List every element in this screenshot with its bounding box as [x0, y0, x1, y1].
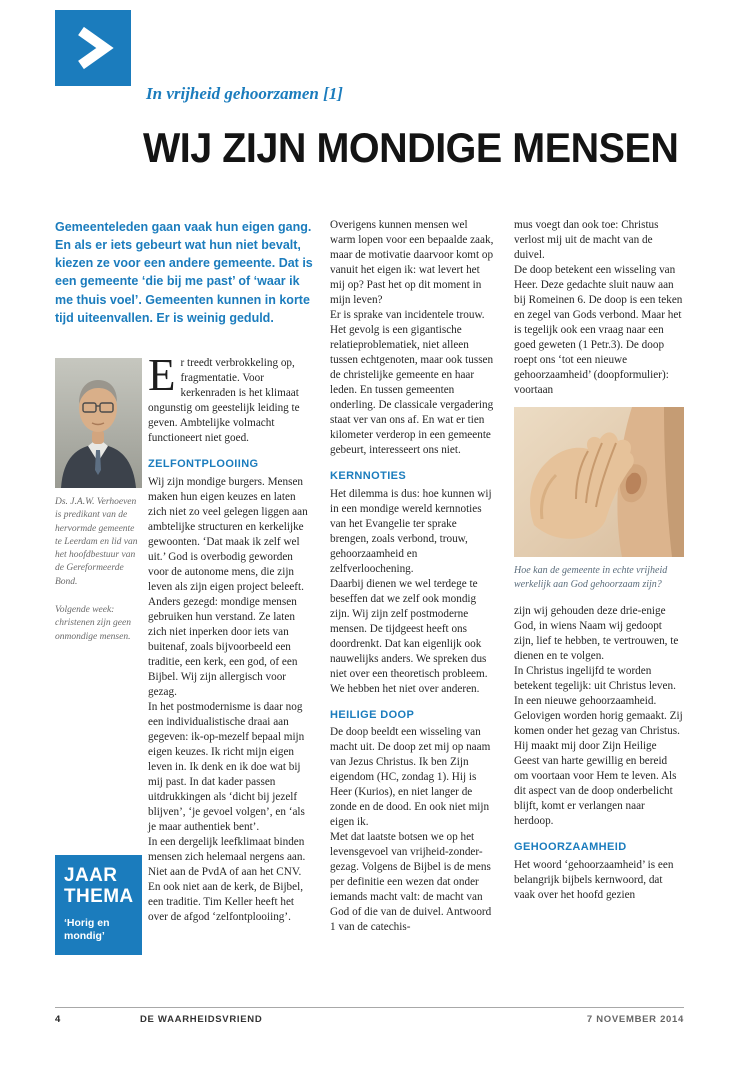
paragraph: Daarbij dienen we wel terdege te beseffen dat we zelf ook mondig zijn. Wij zijn zelf postmoderne mensen. De tijdgeest heeft ons doordrenkt. Dat kan eigenlijk ook nauwelijks anders. We spreken dus niet over een theoretisch probleem. We hebben het niet over anderen.	[330, 577, 488, 695]
footer	[55, 1014, 684, 1025]
issue-date: 7 NOVEMBER 2014	[586, 1014, 684, 1025]
series-title: In vrijheid gehoorzamen [1]	[146, 84, 343, 103]
paragraph: Overigens kunnen mensen wel warm lopen voor een bepaalde zaak, maar de motivatie daarvoor komt op vanuit het eigen ik: wat levert het mij op? Past het op dit moment in mijn leven?	[330, 219, 494, 306]
paragraph-text: r treedt verbrokkeling op, fragmentatie. Voor kerkenraden is het klimaat ongunstig om geestelijk leiding te geven. Ambtelijke volmacht functioneert niet goed.	[148, 357, 300, 444]
section-heading-heilige-doop: HEILIGE DOOP	[330, 708, 415, 721]
chevron-right-icon	[71, 24, 115, 72]
paragraph	[148, 350, 312, 446]
ear-photo	[514, 407, 684, 557]
paragraph: zijn wij gehouden deze drie-enige God, in wiens Naam wij gedoopt zijn, lief te hebben, te vertrouwen, te dienen en te volgen.	[514, 605, 679, 663]
year-theme-box	[55, 855, 142, 955]
theme-subtitle: ‘Horig en mondig’	[64, 916, 110, 943]
section-heading-zelfontplooiing: ZELFONTPLOOIING	[148, 458, 259, 470]
paragraph: De doop beeldt een wisseling van macht uit. De doop zet mij op naam van Jezus Christus. Ik ben Zijn eigendom (HC, zondag 1). Hij is Heer (Kurios), en niet langer de zonde en de dood. En ook niet mijn eigen ik.	[330, 726, 491, 829]
paragraph: Het woord ‘gehoorzaamheid’ is een belangrijk bijbels kernwoord, dat vaak over het hoofd gezien	[514, 859, 674, 902]
paragraph: mus voegt dan ook toe: Christus verlost mij uit de macht van de duivel.	[514, 219, 659, 261]
page-number: 4	[55, 1014, 61, 1025]
paragraph: In het postmodernisme is daar nog een individualistische draai aan gegeven: ik-op-mezelf bepaal mijn eigen keuzes. Ik richt mijn eigen leven in. Ik denk en ik doe wat bij mij past. In dat kader passen uitdrukkingen als ‘dicht bij jezelf blijven’, ‘je gevoel volgen’, en ‘als je maar authentiek bent’.	[148, 700, 305, 833]
ear-photo-figure	[514, 407, 684, 592]
publication-name: DE WAARHEIDSVRIEND	[140, 1014, 263, 1025]
theme-word-2: THEMA	[64, 885, 134, 907]
article-column-3	[514, 218, 684, 903]
article-column-1	[148, 350, 312, 925]
paragraph: Anders gezegd: mondige mensen gebruiken hun verstand. Ze laten zich niet inperken door iets van buitenaf, zoals bijvoorbeeld een traditie, een kerk, een god, of een Bijbel. Wij zijn allergisch voor gezag.	[148, 595, 298, 698]
sidebar	[55, 358, 142, 644]
paragraph: Wij zijn mondige burgers. Mensen maken hun eigen keuzes en laten zich niet zo veel gelegen liggen aan ambtelijke structuren en kerkelijke gewoonten. ‘Dat maak ik zelf wel uit.’ God is overbodig geworden voor de autonome mens, die zijn leven als zijn eigen project beleeft.	[148, 475, 308, 593]
section-heading-gehoorzaamheid: GEHOORZAAMHEID	[514, 841, 627, 854]
paragraph: Het dilemma is dus: hoe kunnen wij in een mondige wereld kernnoties van het Evangelie ter sprake brengen, zoals verbond, trouw, gehoorzaamheid en zelfverloochening.	[330, 487, 492, 575]
paragraph: De doop betekent een wisseling van Heer. Deze gedachte sluit nauw aan bij Romeinen 6. De doop is een teken en zegel van Gods verbond. Maar het is tegelijk ook een vraag naar een goed geweten (1 Petr.3). De doop roept ons ‘tot een nieuwe gehoorzaamheid’ (doopformulier): voortaan	[514, 264, 683, 396]
section-heading-kernnoties: KERNNOTIES	[330, 470, 407, 482]
next-week-note: Volgende week: christenen zijn geen onmondige mensen.	[55, 605, 131, 642]
article-intro: Gemeenteleden gaan vaak hun eigen gang. En als er iets gebeurt wat hun niet bevalt, kiezen ze voor een andere gemeente. Dat is een gemeente ‘die bij me past’ of ‘waar ik me thuis voel’. Gemeenten kunnen in korte tijd uiteenvallen. Er is weinig geduld.	[55, 220, 313, 325]
article-column-2	[330, 218, 494, 935]
paragraph: In Christus ingelijfd te worden betekent tegelijk: uit Christus leven. In een nieuwe gehoorzaamheid. Gelovigen worden horig gemaakt. Zij komen onder het gezag van Christus. Hij maakt mij door Zijn Heilige Geest van harte gewillig en bereid om voortaan voor Hem te leven. Als dit aspect van de doop onderbelicht blijft, komt er verlangen naar herdoop.	[514, 665, 683, 828]
footer-rule	[55, 1007, 684, 1008]
paragraph: Met dat laatste botsen we op het levensgevoel van vrijheid-zonder-gezag. Volgens de Bijbel is de mens per definitie een wezen dat onder iemands macht valt: de macht van God of die van de duivel. Antwoord 1 van de catechis-	[330, 831, 492, 934]
paragraph: Er is sprake van incidentele trouw. Het gevolg is een gigantische relatieproblematiek, niet alleen tussen echtgenoten, maar ook tussen de christelijke gemeente en haar leden. En tussen gemeenten onderling. De classicale vergadering staat ver van ons af. En wat er tien kilometer verderop in een gemeente gebeurt, interesseert ons niet.	[330, 309, 494, 456]
dropcap: E	[148, 350, 176, 400]
ear-photo-caption: Hoe kan de gemeente in echte vrijheid werkelijk aan God gehoorzaam zijn?	[514, 565, 668, 591]
author-photo	[55, 358, 142, 488]
publication-logo	[55, 10, 131, 86]
author-caption: Ds. J.A.W. Verhoeven is predikant van de hervormde gemeente te Leerdam en lid van het hoofdbestuur van de Gereformeerde Bond.	[55, 497, 138, 587]
paragraph: In een dergelijk leefklimaat binden mensen zich helemaal nergens aan. Niet aan de PvdA of aan het CNV. En ook niet aan de kerk, de Bijbel, een traditie. Tim Keller heeft het over de afgod ‘zelfontplooiing’.	[148, 835, 306, 923]
theme-word-1: JAAR	[64, 865, 118, 886]
headline: WIJ ZIJN MONDIGE MENSEN	[143, 124, 679, 171]
